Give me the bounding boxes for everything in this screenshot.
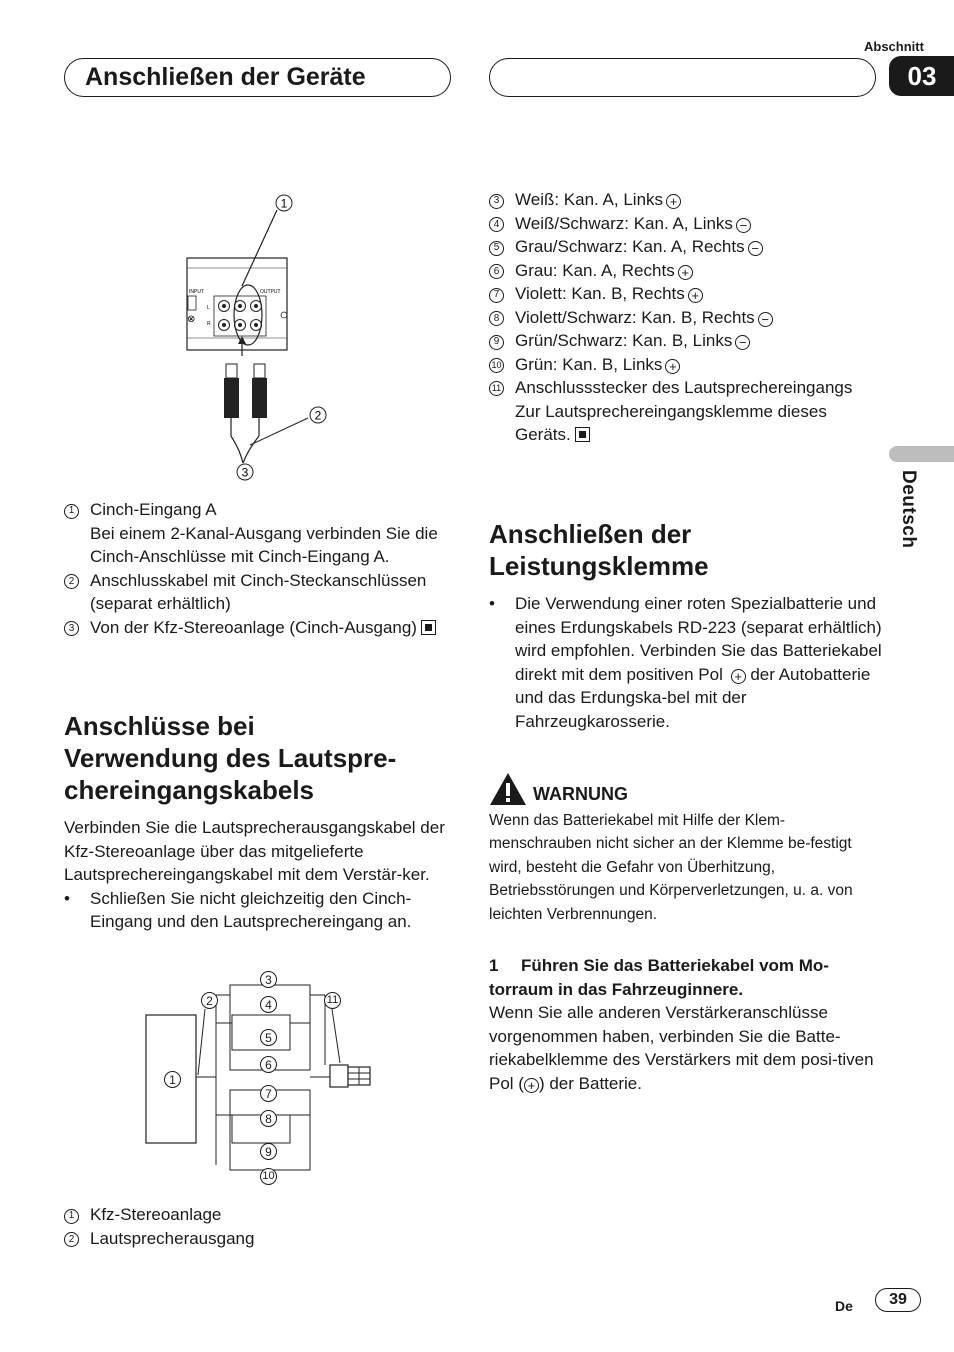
legend-text: Anschlusskabel mit Cinch-Steckanschlüssen (separat erhältlich) [90,570,427,613]
language-tab-marker [889,446,954,462]
end-mark-icon [421,620,436,635]
legend-text: Von der Kfz-Stereoanlage (Cinch-Ausgang) [90,617,417,637]
fig2-legend [64,1203,454,1250]
header-pill-empty [489,58,876,97]
item-number: 2 [64,1232,79,1247]
list-item: • Schließen Sie nicht gleichzeitig den Cinch-Eingang und den Lautsprechereingang an. [64,887,454,934]
ground-symbol: ⊗ [187,314,196,325]
footer-lang: De [835,1298,853,1314]
panel-output-label: OUTPUT [260,289,281,295]
wire-color-list [489,188,884,447]
fig2-callout-8: 8 [260,1110,277,1127]
list-item: • Die Verwendung einer roten Spezialbatterie und eines Erdungskabels RD-223 (separat erhältlich) wird empfohlen. Verbinden Sie das Batteriekabel direkt mit dem positiven Pol + der Autobatterie und das Erdungska-bel mit der Fahrzeugkarosserie. [489,592,884,733]
polarity-icon: + [666,194,681,209]
rca-connection-diagram [180,188,340,488]
section-intro: Verbinden Sie die Lautsprecherausgangskabel der Kfz-Stereoanlage über das mitgelieferte Lautsprechereingangskabel mit dem Verstär-ker. [64,818,445,884]
fig2-callout-11: 11 [324,992,341,1009]
legend-text: Kfz-Stereoanlage [90,1205,222,1224]
list-item [64,569,454,616]
item-number: 1 [64,504,79,519]
fig2-callout-2: 2 [201,992,218,1009]
fig1-legend [64,498,454,639]
bullet-text: Schließen Sie nicht gleichzeitig den Cinch-Eingang und den Lautsprechereingang an. [90,888,412,931]
polarity-icon: − [748,241,763,256]
list-item: 4 Weiß/Schwarz: Kan. A, Links − [489,212,884,236]
step-heading: 1 Führen Sie das Batteriekabel vom Mo-torraum in das Fahrzeuginnere. [489,956,829,999]
section-heading: Anschlüsse bei Verwendung des Lautspre- chereingangskabels [64,711,397,805]
list-item: 9 Grün/Schwarz: Kan. B, Links − [489,329,884,353]
fig2-callout-1: 1 [164,1071,181,1088]
legend-text: Cinch-Eingang A [90,500,217,519]
polarity-icon: + [678,265,693,280]
fig1-callout-2: 2 [314,408,322,423]
list-item: 6 Grau: Kan. A, Rechts + [489,259,884,283]
step-text: Wenn Sie alle anderen Verstärkeranschlüsse vorgenommen haben, verbinden Sie die Batte-riekabelklemme des Verstärkers mit dem posi-tiven Pol ( + ) der Batterie. [489,1003,874,1093]
fig2-callout-4: 4 [260,996,277,1013]
legend-text: Lautsprecherausgang [90,1228,255,1248]
end-mark-icon [575,427,590,442]
polarity-icon: − [758,312,773,327]
rca-plug-left [224,364,239,436]
list-item: 10 Grün: Kan. B, Links + [489,353,884,377]
fig2-callout-3: 3 [260,971,277,988]
fig1-callout-3: 3 [241,465,249,480]
polarity-icon: + [688,288,703,303]
page-number: 39 [875,1288,921,1312]
item-number: 3 [64,621,79,636]
page-title: Anschließen der Geräte [64,58,451,97]
fig1-callout-1: 1 [280,196,288,211]
bullet-text: Die Verwendung einer roten Spezialbatterie und eines Erdungskabels RD-223 (separat erhältlich) wird empfohlen. Verbinden Sie das Batteriekabel direkt mit dem positiven Pol + der Autobatterie und das Erdungska-bel mit der Fahrzeugkarosserie. [515,594,882,731]
power-terminal-section [489,518,884,1095]
warning-heading: WARNUNG [489,771,884,807]
list-item [64,1203,454,1227]
polarity-icon: + [665,359,680,374]
panel-right-label: R [207,321,211,327]
panel-left-label: L [207,305,210,311]
list-item: 5 Grau/Schwarz: Kan. A, Rechts − [489,235,884,259]
section-label: Abschnitt [864,39,924,54]
speaker-input-section [64,710,454,934]
list-item: 7 Violett: Kan. B, Rechts + [489,282,884,306]
polarity-icon: − [735,335,750,350]
polarity-icon: − [736,218,751,233]
polarity-icon: + [524,1078,539,1093]
item-number: 2 [64,574,79,589]
item-number: 1 [64,1209,79,1224]
list-item [64,616,454,640]
warning-text: Wenn das Batteriekabel mit Hilfe der Klem-menschrauben nicht sicher an der Klemme be-festigt wird, besteht die Gefahr von Überhitzung, Betriebsstörungen und Körperverletzungen, u. a. von leichten Verbrennungen. [489,811,853,923]
fig2-callout-6: 6 [260,1056,277,1073]
section-heading: Anschließen der Leistungsklemme [489,519,709,581]
legend-text: Bei einem 2-Kanal-Ausgang verbinden Sie die Cinch-Anschlüsse mit Cinch-Eingang A. [90,523,438,566]
fig2-callout-5: 5 [260,1029,277,1046]
fig2-callout-10: 10 [260,1168,277,1185]
language-label: Deutsch [898,470,919,549]
polarity-icon: + [731,669,746,684]
list-item [64,1227,454,1251]
fig2-callouts [140,965,380,1195]
panel-input-label: INPUT [189,289,204,295]
list-item: 8 Violett/Schwarz: Kan. B, Rechts − [489,306,884,330]
warning-triangle-icon [489,772,527,806]
section-number-badge: 03 [889,56,954,96]
rca-plug-right [252,364,267,436]
fig2-callout-9: 9 [260,1143,277,1160]
list-item [64,498,454,569]
list-item: 3 Weiß: Kan. A, Links + [489,188,884,212]
fig2-callout-7: 7 [260,1085,277,1102]
list-item: 11 Anschlussstecker des Lautsprechereingangs Zur Lautsprechereingangsklemme dieses Geräts. [489,376,884,447]
